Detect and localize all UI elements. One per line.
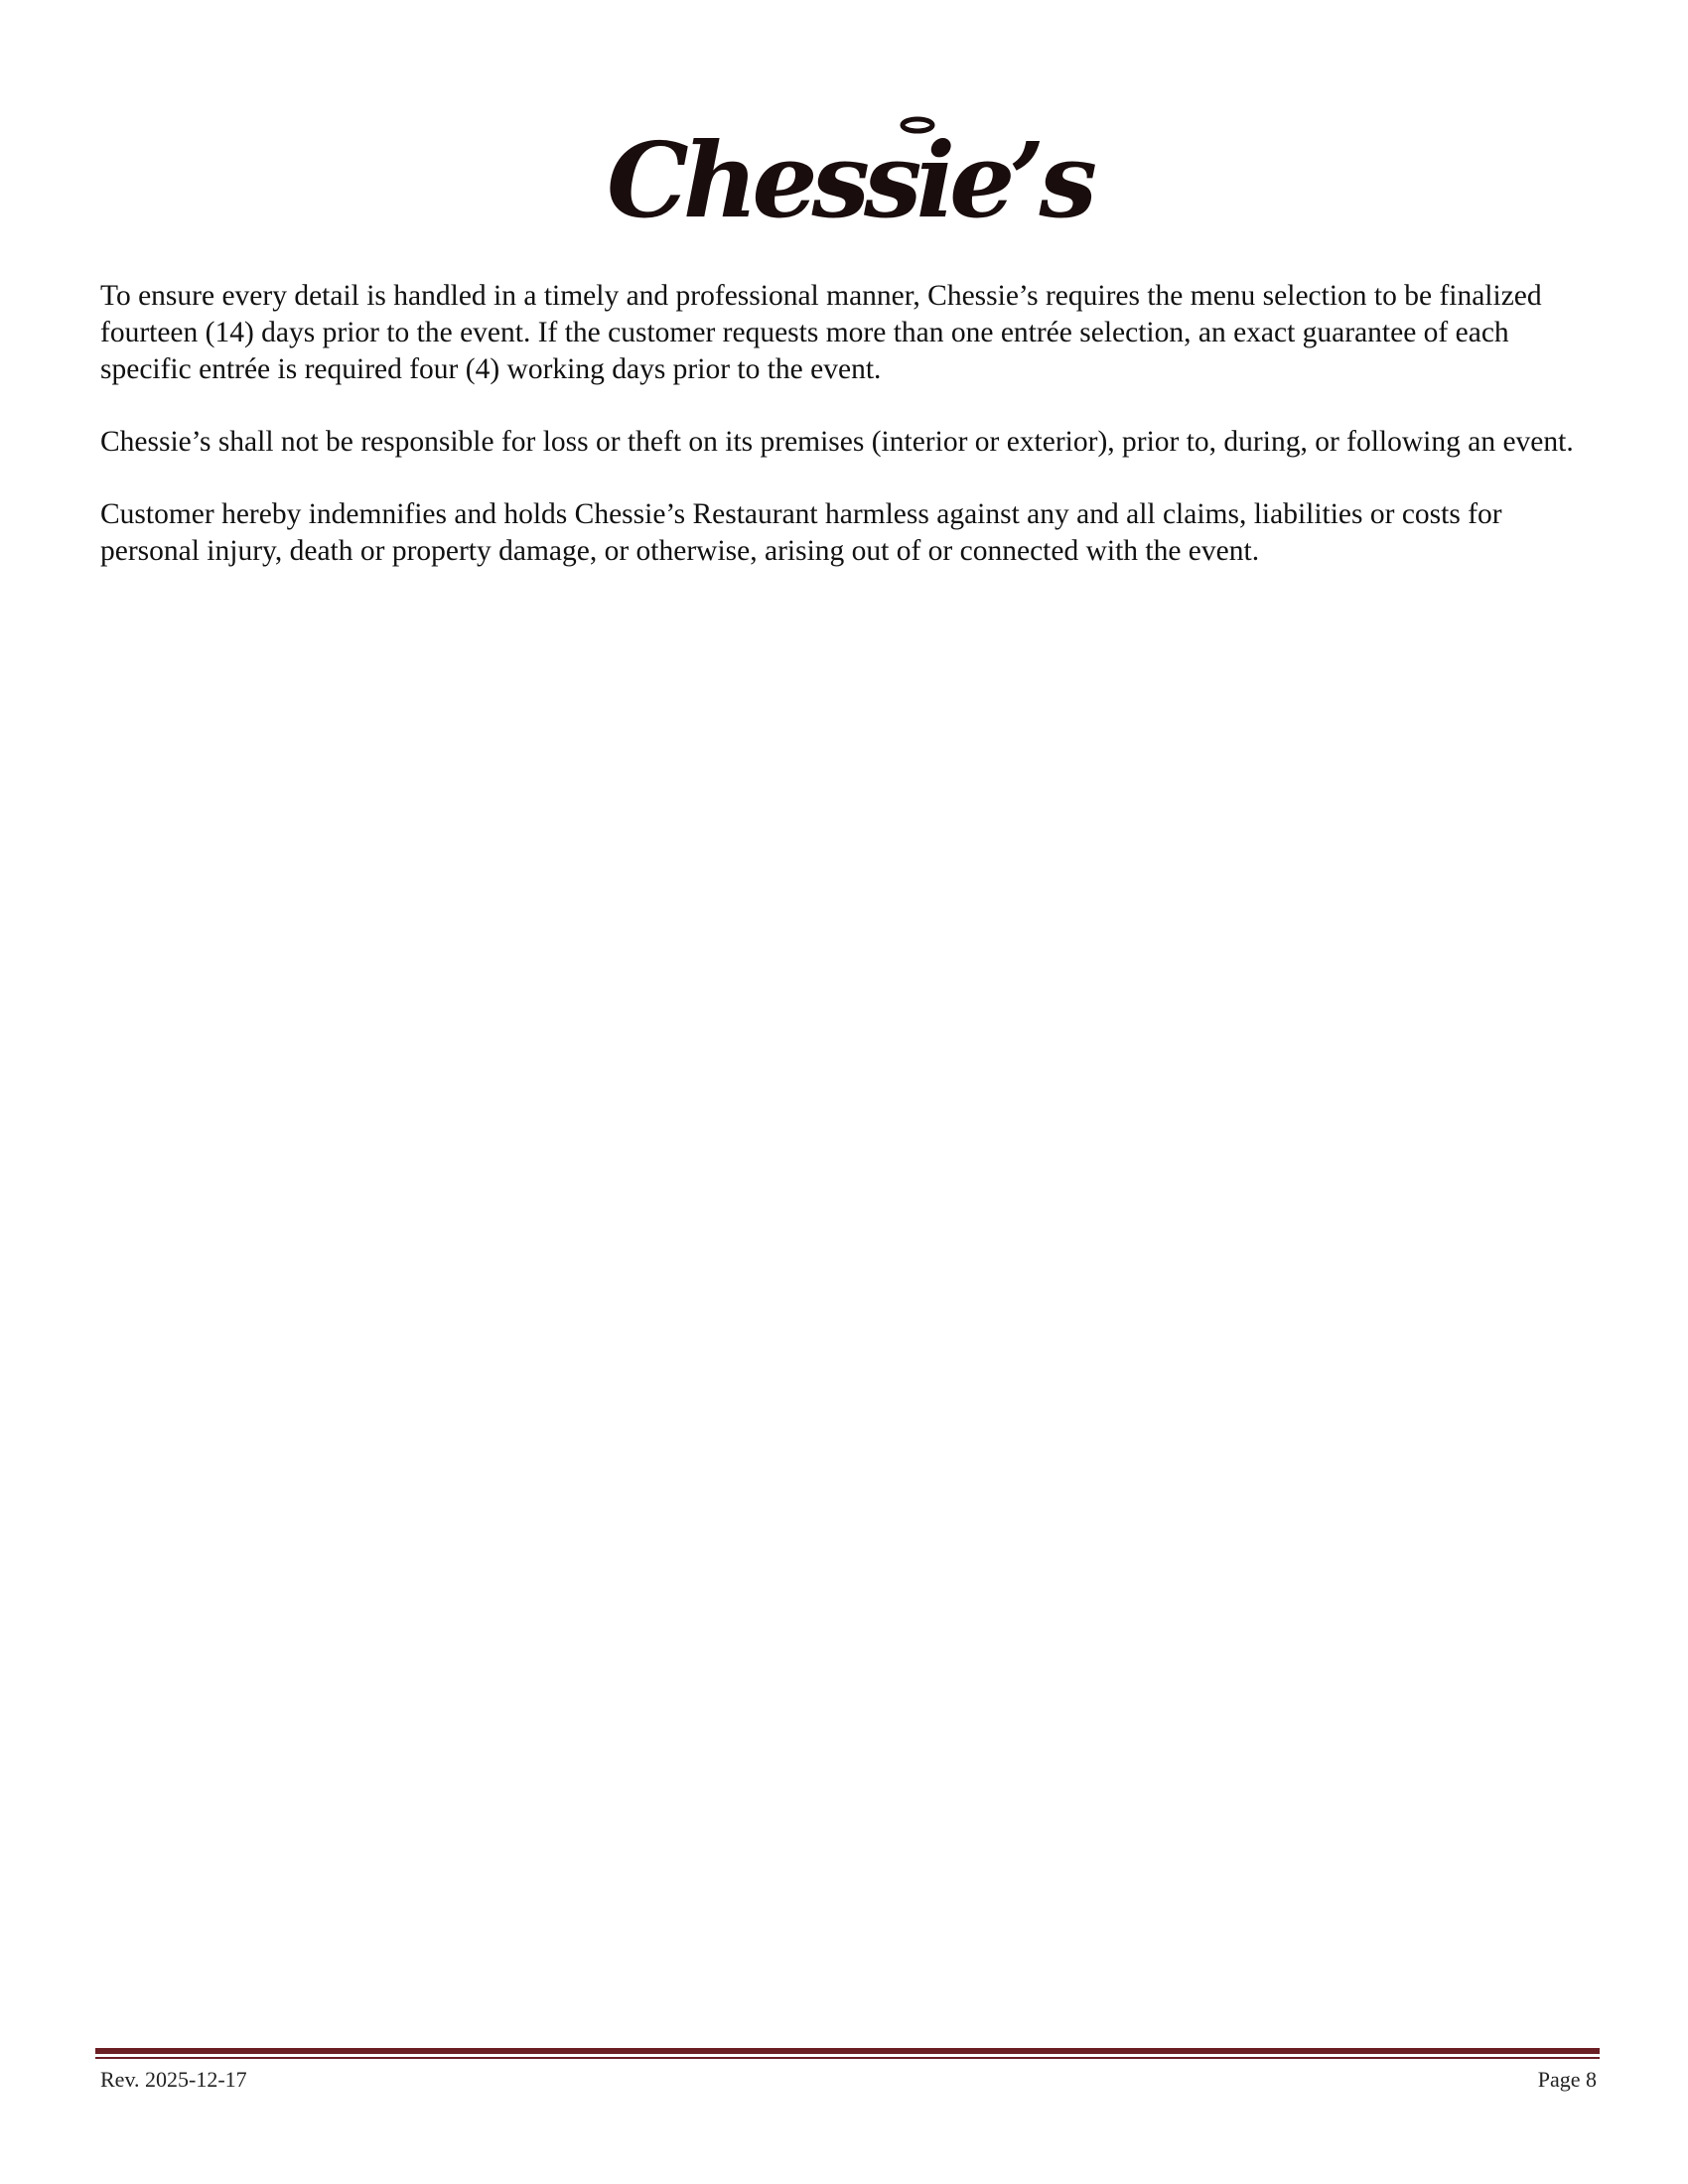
svg-text:Chessie’s: Chessie’s (606, 119, 1092, 241)
footer-page-number: Page 8 (1537, 2067, 1597, 2092)
chessies-logo-graphic (606, 89, 1092, 248)
footer-revision: Rev. 2025-12-17 (100, 2067, 247, 2092)
paragraph-menu-selection: To ensure every detail is handled in a timely and professional manner, Chessie’s requires the menu selection to be finalized fourteen (14) days prior to the event. If the customer requests more than one entrée selection, an exact guarantee of each specific entrée is required four (4) working days prior to the event. (100, 280, 1542, 385)
paragraph-indemnification: Customer hereby indemnifies and holds Chessie’s Restaurant harmless against any and all claims, liabilities or costs for personal injury, death or property damage, or otherwise, arising out of or connected with the event. (100, 498, 1502, 567)
footer-rule (95, 2048, 1600, 2054)
document-body (100, 278, 1590, 606)
footer-rule-thin (95, 2057, 1600, 2059)
paragraph-loss-theft: Chessie’s shall not be responsible for loss or theft on its premises (interior or exterior), prior to, during, or following an event. (100, 426, 1574, 458)
chessies-logo (606, 89, 1092, 248)
